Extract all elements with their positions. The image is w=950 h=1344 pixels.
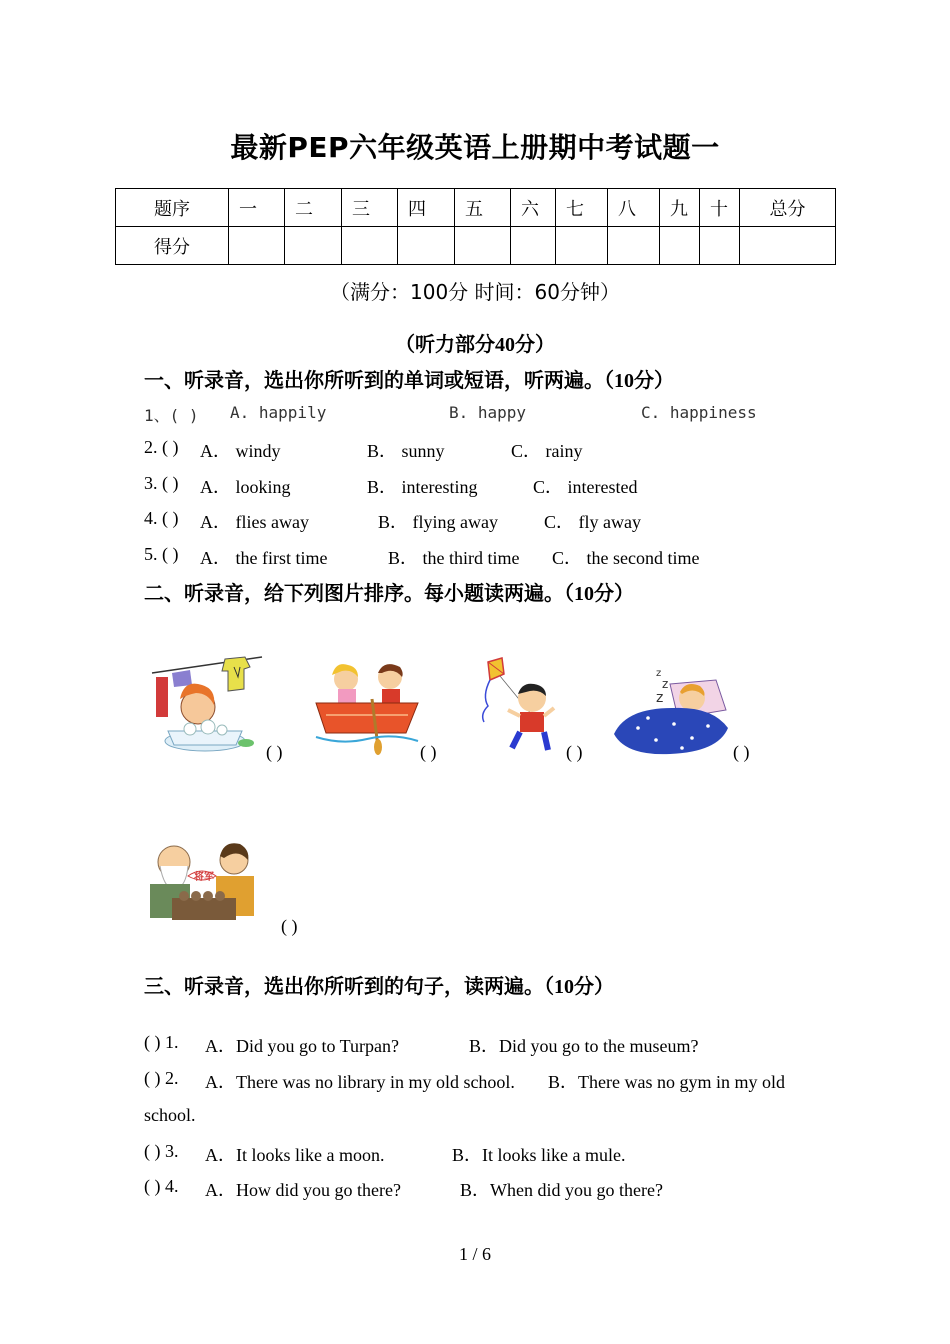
score-header-cell: 十	[700, 189, 740, 227]
score-row-label: 得分	[116, 227, 229, 265]
s3-q3-number: ( ) 3.	[144, 1141, 179, 1161]
s3-q2-number: ( ) 2.	[144, 1068, 179, 1088]
picture3-answer-blank[interactable]: ( )	[566, 742, 583, 762]
s1-q2-option-c[interactable]: C． rainy	[511, 441, 583, 461]
svg-text:z: z	[656, 668, 662, 679]
s3-q4-option-b[interactable]: B．When did you go there?	[460, 1180, 663, 1200]
score-cell[interactable]	[398, 227, 455, 265]
s3-q2-option-a[interactable]: A．There was no library in my old school.	[205, 1072, 515, 1092]
rowing-boat-picture	[312, 655, 422, 755]
score-cell[interactable]	[511, 227, 556, 265]
s3-q4-option-a[interactable]: A．How did you go there?	[205, 1180, 401, 1200]
s1-q5-option-a[interactable]: A． the first time	[200, 548, 328, 568]
playing-chess-picture	[144, 836, 264, 928]
score-header-cell: 五	[455, 189, 511, 227]
s1-q2-option-b[interactable]: B． sunny	[367, 441, 445, 461]
score-cell[interactable]	[285, 227, 342, 265]
score-cell[interactable]	[608, 227, 660, 265]
score-header-cell: 七	[556, 189, 608, 227]
s1-q5-option-b[interactable]: B． the third time	[388, 548, 520, 568]
picture1-answer-blank[interactable]: ( )	[266, 742, 283, 762]
s1-q1-option-b[interactable]: B. happy	[449, 403, 527, 422]
section1-heading: 一、听录音，选出你所听到的单词或短语，听两遍。（10分）	[144, 370, 674, 392]
s1-q5-number: 5. ( )	[144, 544, 179, 564]
score-header-cell: 三	[342, 189, 398, 227]
s1-q3-option-c[interactable]: C． interested	[533, 477, 638, 497]
flying-kite-picture	[470, 656, 565, 756]
s1-q3-number: 3. ( )	[144, 473, 179, 493]
s1-q1-option-c[interactable]: C. happiness	[641, 403, 757, 422]
s3-q2-option-b-continued: school.	[144, 1105, 196, 1125]
s1-q3-option-b[interactable]: B． interesting	[367, 477, 478, 497]
picture5-answer-blank[interactable]: ( )	[281, 916, 298, 936]
s1-q1-option-a[interactable]: A. happily	[230, 403, 327, 422]
score-header-cell: 题序	[116, 189, 229, 227]
s1-q2-number: 2. ( )	[144, 437, 179, 457]
sleeping-picture	[608, 662, 732, 758]
score-cell[interactable]	[229, 227, 285, 265]
score-header-cell: 总分	[740, 189, 836, 227]
score-header-cell: 六	[511, 189, 556, 227]
s1-q1-number: 1、( )	[144, 406, 199, 425]
s1-q2-option-a[interactable]: A． windy	[200, 441, 281, 461]
s3-q1-option-b[interactable]: B．Did you go to the museum?	[469, 1036, 699, 1056]
s3-q2-option-b[interactable]: B．There was no gym in my old	[548, 1072, 785, 1092]
score-table	[115, 188, 836, 265]
s3-q1-option-a[interactable]: A．Did you go to Turpan?	[205, 1036, 400, 1056]
score-cell[interactable]	[556, 227, 608, 265]
score-table-score-row	[116, 227, 836, 265]
picture4-answer-blank[interactable]: ( )	[733, 742, 750, 762]
picture2-answer-blank[interactable]: ( )	[420, 742, 437, 762]
s1-q4-option-a[interactable]: A． flies away	[200, 512, 309, 532]
s1-q5-option-c[interactable]: C． the second time	[552, 548, 700, 568]
svg-text:z: z	[662, 677, 669, 691]
s3-q3-option-a[interactable]: A．It looks like a moon.	[205, 1145, 385, 1165]
score-cell[interactable]	[660, 227, 700, 265]
page-title: 最新PEP六年级英语上册期中考试题一	[230, 131, 720, 164]
listening-subtitle: （听力部分40分）	[395, 334, 555, 356]
s3-q1-number: ( ) 1.	[144, 1032, 179, 1052]
speech-bubble-text: 将军	[194, 872, 214, 883]
section2-heading: 二、听录音，给下列图片排序。每小题读两遍。（10分）	[144, 583, 634, 605]
s1-q3-option-a[interactable]: A． looking	[200, 477, 291, 497]
page-number: 1 / 6	[458, 1244, 491, 1264]
score-cell[interactable]	[455, 227, 511, 265]
section3-heading: 三、听录音，选出你所听到的句子，读两遍。（10分）	[144, 976, 614, 998]
svg-text:z: z	[656, 690, 664, 706]
score-header-cell: 四	[398, 189, 455, 227]
washing-clothes-picture	[150, 645, 265, 755]
s3-q4-number: ( ) 4.	[144, 1176, 179, 1196]
score-header-cell: 九	[660, 189, 700, 227]
score-table-header-row	[116, 189, 836, 227]
s3-q3-option-b[interactable]: B．It looks like a mule.	[452, 1145, 626, 1165]
score-header-cell: 八	[608, 189, 660, 227]
s1-q4-option-c[interactable]: C． fly away	[544, 512, 641, 532]
s1-q4-option-b[interactable]: B． flying away	[378, 512, 498, 532]
s1-q4-number: 4. ( )	[144, 508, 179, 528]
score-header-cell: 一	[229, 189, 285, 227]
score-header-cell: 二	[285, 189, 342, 227]
exam-meta: （满分：100分 时间：60分钟）	[330, 280, 620, 304]
score-cell[interactable]	[700, 227, 740, 265]
score-cell[interactable]	[342, 227, 398, 265]
score-cell[interactable]	[740, 227, 836, 265]
